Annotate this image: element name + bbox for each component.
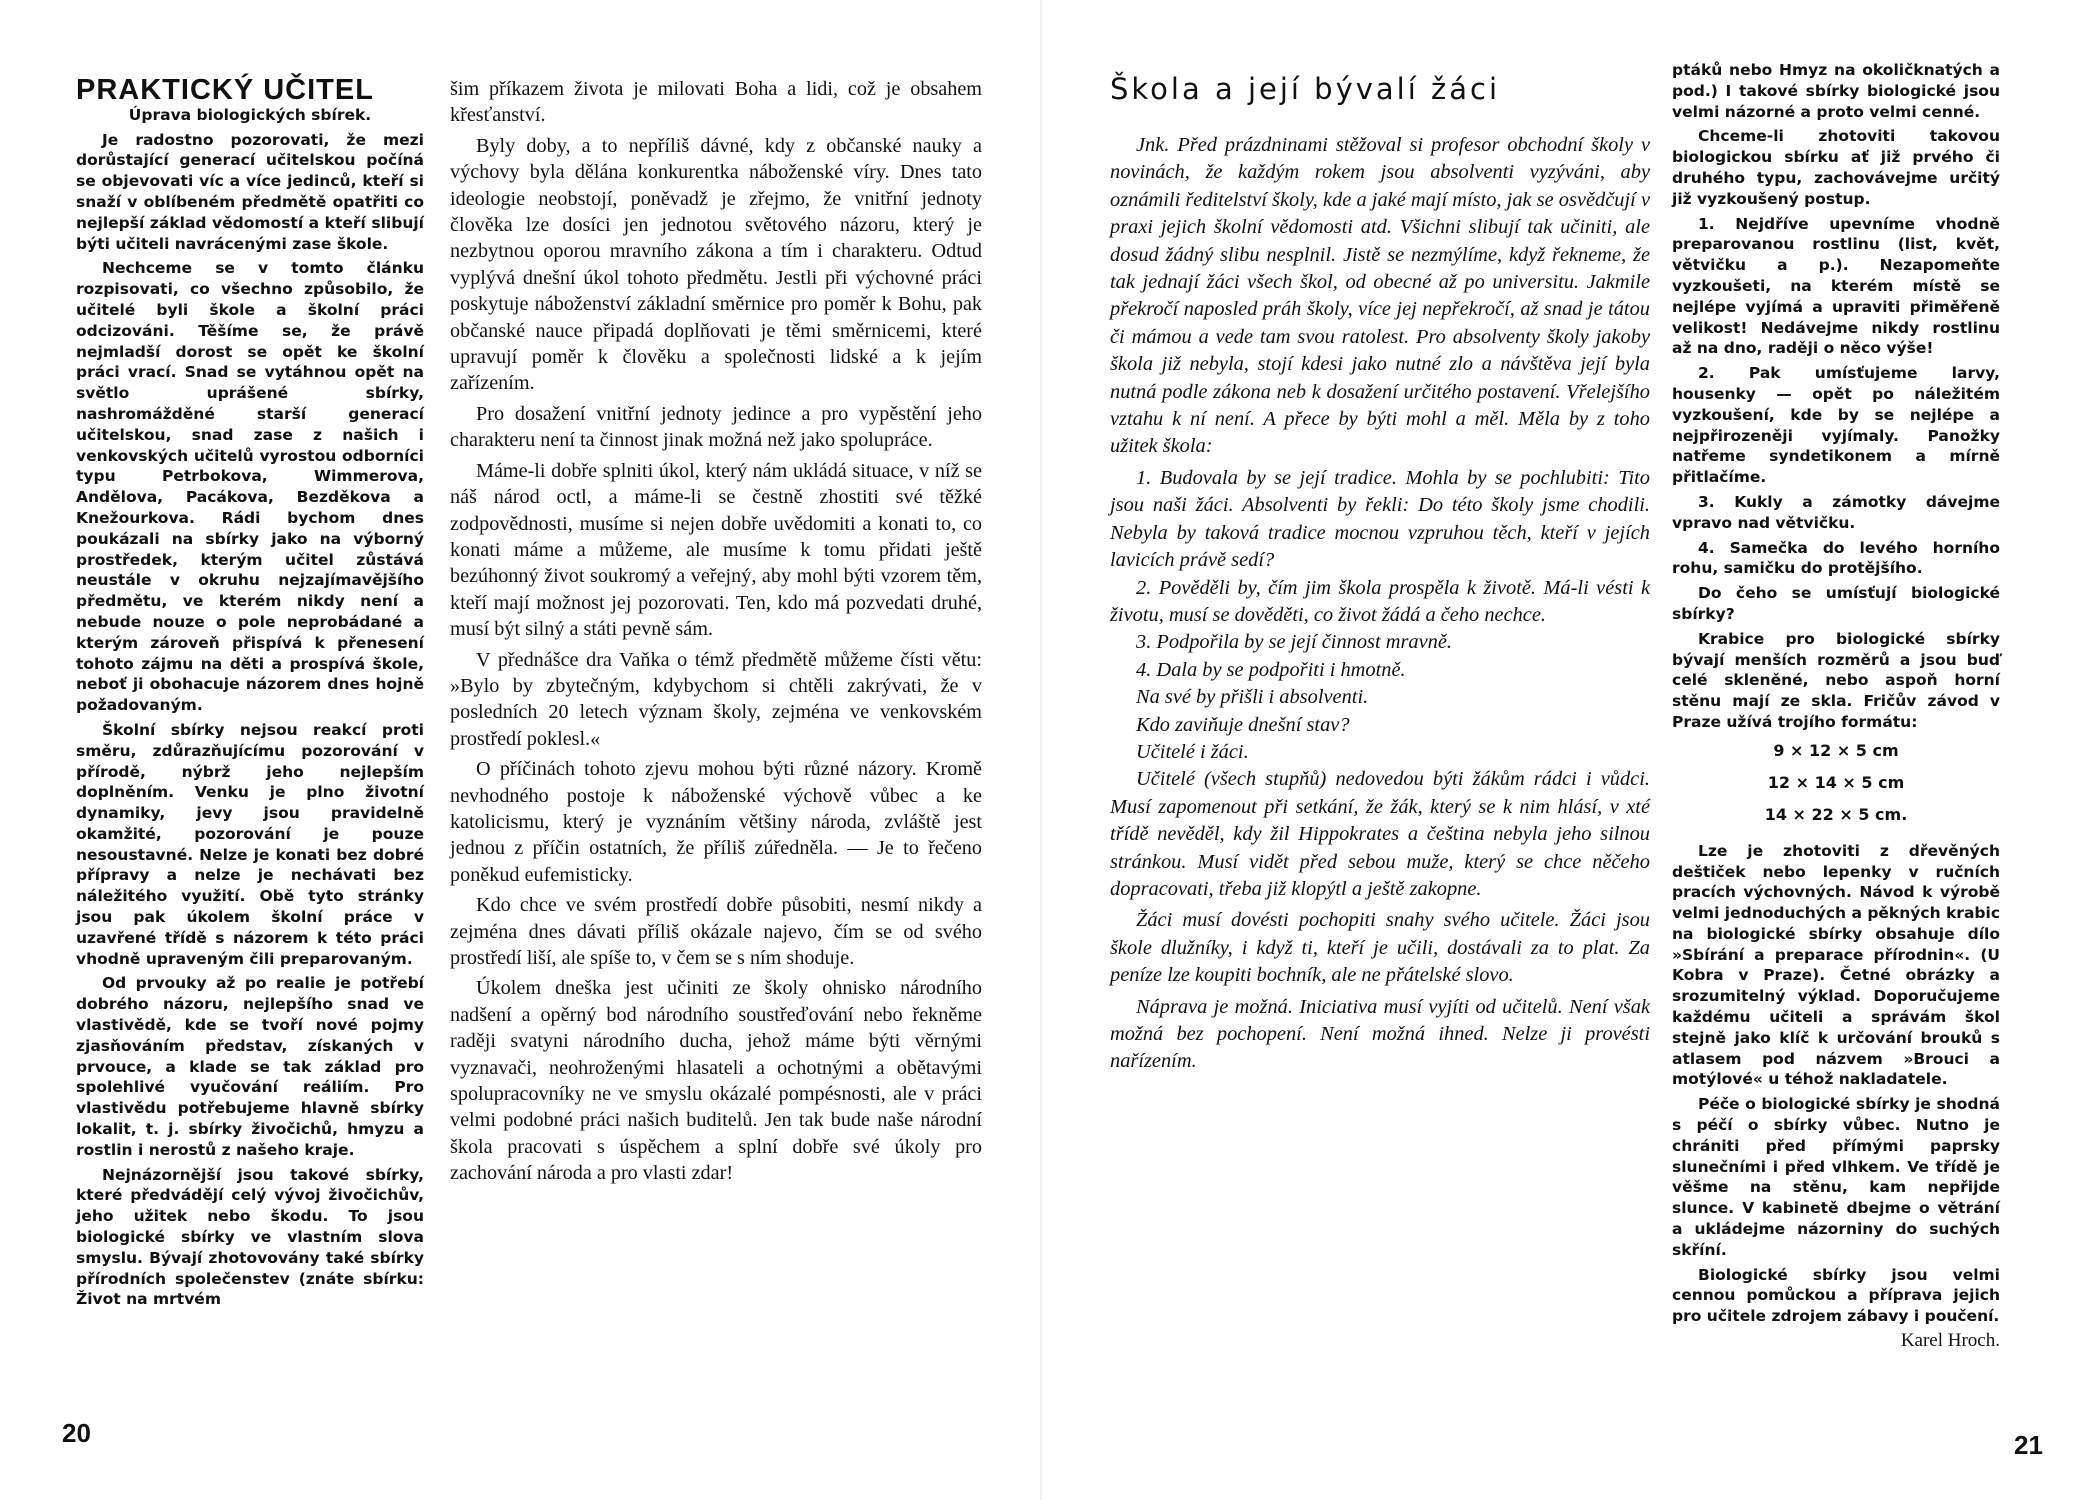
paragraph: Pro dosažení vnitřní jednoty jedince a pro vypěstění jeho charakteru není ta činnost jinak možná než jako spolupráce. bbox=[450, 402, 982, 452]
paragraph: Od prvouky až po realie je potřebí dobrého názoru, nejlepšího snad ve vlastivědě, kde se tvoří nové pojmy zjasňováním představ, získaných v prvouce, a klade se tak základ pro spolehlivé vyučování reáliím. Pro vlastivědu potřebujeme hlavně sbírky lokalit, t. j. sbírky živočichů, hmyzu a rostlin i nerostů z našeho kraje. bbox=[76, 974, 424, 1159]
box-dimension: 14 × 22 × 5 cm. bbox=[1764, 804, 1908, 824]
left-page bbox=[0, 0, 1040, 1500]
paragraph: Byly doby, a to nepříliš dávné, kdy z občanské nauky a výchovy byla dělána konkurentka náboženské víry. Dnes tato ideologie neobstojí, poněvadž je zřejmo, že vnitřní jednoty člověka lze dosíci jen jednotou světového názoru, který je nezbytnou oporou mravního zákona a tím i charakteru. Odtud vyplývá dnešní úkol tohoto předmětu. Jestli při výchovné práci poskytuje náboženství základní směrnice pro poměr k Bohu, pak občanské nauce připadá doplňovati je těmi směrnicemi, které upravují poměr k člověku a společnosti lidské a k jejím zařízením. bbox=[450, 134, 982, 395]
article-title: PRAKTICKÝ UČITEL bbox=[76, 74, 374, 106]
paragraph: šim příkazem života je milovati Boha a lidi, což je obsahem křesťanství. bbox=[450, 78, 982, 127]
list-item: 4. Dala by se podpořiti i hmotně. bbox=[1136, 658, 1406, 681]
article-praktický-učitel bbox=[76, 74, 424, 1314]
paragraph: Péče o biologické sbírky je shodná s péčí o sbírky vůbec. Nutno je chrániti před přímými paprsky slunečními i před vlhkem. Ve třídě je věšme na stěnu, kam nepřijde slunce. V kabinetě dbejme o větrání a ukládejme názorniny do suchých skříní. bbox=[1672, 1095, 2000, 1259]
paragraph: V přednášce dra Vaňka o témž předmětě můžeme čísti větu: »Bylo by zbytečným, kdybychom si chtěli zakrývati, že v posledních 20 letech význam školy, zejména ve venkovském prostředí poklesl.« bbox=[450, 648, 982, 750]
paragraph: Nejnázornější jsou takové sbírky, které předvádějí celý vývoj živočichův, jeho užitek nebo škodu. To jsou biologické sbírky ve vlastním slova smyslu. Bývají zhotovovány také sbírky přírodních společenstev (znáte sbírku: Život na mrtvém bbox=[76, 1165, 424, 1309]
paragraph: Nechceme se v tomto článku rozpisovati, co všechno způsobilo, že učitelé byli škole a školní práci odcizováni. Těšíme se, že právě nejmladší dorost se opět ke školní práci vrací. Snad se vytáhnou opět na světlo uprášené sbírky, nashromážděné starší generací učitelskou, snad zase z našich i venkovských učitelů vyrostou odborníci typu Petrbokova, Wimmerova, Andělova, Pacákova, Bezděkova a Knežourkova. Rádi bychom dnes poukázali na sbírky jako na výborný prostředek, kterým učitel zůstává neustále v okruhu nejzajímavějšího předmětu, ve kterém nikdy není a nebude nouze o pole neprobádané a kterým zároveň přispívá k přenesení tohoto zájmu na děti a prospívá škole, neboť ji obohacuje názorem dnes hojně požadovaným. bbox=[76, 259, 424, 715]
article-continuation bbox=[450, 76, 982, 1191]
paragraph: Krabice pro biologické sbírky bývají menších rozměrů a jsou buď celé skleněné, nebo aspoň horní stěnu mají ze skla. Fričův závod v Praze užívá trojího formátu: bbox=[1672, 629, 2000, 731]
page-number: 20 bbox=[62, 1418, 91, 1448]
paragraph: Jnk. Před prázdninami stěžoval si profesor obchodní školy v novinách, že každým rokem jsou absolventi vyzýváni, aby oznámili ředitelství školy, kde a jaké mají místo, jak se osvědčují v praxi jejich školní vědomosti atd. Všichni slibují tak učiniti, ale dosud žádný slibu nesplnil. Jistě se nezmýlíme, když řekneme, že tak jednají žáci všech škol, od obecné až po universitu. Jakmile překročí naposled práh školy, více jej nepřekročí, až snad je tátou či mámou a vede tam svou ratolest. Pro absolventy školy jakoby škola již nebyla, stojí kdesi jako nutné zlo a návštěva její byla nutná podle zákona neb k dosažení určitého postavení. Vřelejšího vztahu k ní není. A přece by býti mohl a měl. Měla by z toho užitek škola: bbox=[1110, 134, 1650, 458]
paragraph: ptáků nebo Hmyz na okoličknatých a pod.) I takové sbírky biologické jsou velmi názorné a proto velmi cenné. bbox=[1672, 61, 2000, 121]
paragraph: O příčinách tohoto zjevu mohou býti různé názory. Kromě nevhodného postoje k náboženské výchově vůbec a ke katolicismu, který je vyznáním většiny národa, zvláště jest jednou z příčin ostatních, že příliš zúředněla. — Je to řečeno poněkud eufemisticky. bbox=[450, 758, 982, 886]
paragraph: Do čeho se umísťují biologické sbírky? bbox=[1672, 584, 2000, 623]
paragraph: Školní sbírky nejsou reakcí proti směru, zdůrazňujícímu pozorování v přírodě, nýbrž jeho nejlepším doplněním. Venku je plno životní dynamiky, jevy jsou pravidelně okamžité, pozorování je pouze nesoustavné. Nelze je konati bez dobré přípravy a nelze je nechávati bez náležitého využití. Obě tyto stránky jsou pak úkolem školní práce v uzavřené třídě s názorem k této práci vhodně upraveným čili preparovaným. bbox=[76, 720, 424, 968]
article-sidebar-continuation bbox=[1672, 60, 2000, 1356]
list-item: 3. Podpořila by se její činnost mravně. bbox=[1136, 631, 1453, 654]
paragraph: Kdo chce ve svém prostředí dobře působiti, nesmí nikdy a zejména dnes dávati příliš okázale najevo, čím se od svého prostředí liší, ale spíše to, v čem se s ním shoduje. bbox=[450, 894, 982, 969]
page-number: 21 bbox=[2014, 1430, 2043, 1460]
list-item: Učitelé i žáci. bbox=[1136, 740, 1249, 763]
list-item: 2. Pověděli by, čím jim škola prospěla k životě. Má-li vésti k životu, musí se dověděti, co život žádá a čeho nechce. bbox=[1110, 576, 1650, 626]
box-dimension: 12 × 14 × 5 cm bbox=[1767, 772, 1905, 792]
list-item: Na své by přišli i absolventi. bbox=[1136, 686, 1369, 709]
paragraph: Je radostno pozorovati, že mezi dorůstající generací učitelskou počíná se objevovati víc a více jedinců, kteří si snaží v oblíbeném předmětě opatřiti co nejlepší základ vědomostí a kteří slibují býti učiteli navrácenými zase škole. bbox=[76, 130, 424, 253]
right-page bbox=[1042, 0, 2082, 1500]
paragraph: Chceme-li zhotoviti takovou biologickou sbírku ať již prvého či druhého typu, zachovávejme určitý již vyzkoušený postup. bbox=[1672, 127, 2000, 208]
paragraph: Úkolem dneška jest učiniti ze školy ohnisko národního nadšení a opěrný bod národního soustřeďování nebo řekněme raději svatyni národního ducha, jehož máme býti věrnými vyznavači, neohroženými hlasateli a ochotnými a obětavými spolupracovníky ne ve smyslu okázalé pompésnosti, ale v práci velmi podobné práci našich buditelů. Jen tak bude naše národní škola pracovati s úspěchem a splní dobře své úkoly pro zachování národa a pro vlasti zdar! bbox=[450, 977, 982, 1185]
box-dimension: 9 × 12 × 5 cm bbox=[1773, 740, 1899, 760]
paragraph: Biologické sbírky jsou velmi cennou pomůckou a příprava jejich pro učitele zdrojem zábavy i poučení. bbox=[1672, 1265, 2000, 1326]
list-item: 1. Budovala by se její tradice. Mohla by se pochlubiti: Tito jsou naši žáci. Absolventi by řekli: Do této školy jsme chodili. Nebyla by taková tradice mocnou vzpruhou těch, kteří v jejích lavicích právě sedí? bbox=[1110, 466, 1650, 572]
article-škola-a-její-bývalí-žáci bbox=[1110, 132, 1650, 1080]
paragraph: Máme-li dobře splniti úkol, který nám ukládá situace, v níž se náš národ octl, a máme-li se čestně zhostiti své těžké zodpovědnosti, musíme si nejen dobře uvědomiti a konati to, co konati máme a můžeme, ale musíme k tomu přidati ještě bezúhonný život soukromý a veřejný, aby mohl býti vzorem těm, kteří mají možnost jej pozorovati. Ten, kdo má pozvedati druhé, musí být silný a státi pevně sám. bbox=[450, 459, 982, 641]
paragraph: 2. Pak umísťujeme larvy, housenky — opět po náležitém vyzkoušení, kde by se nejlépe a nejpřirozeněji vyjímaly. Panožky natřeme syndetikonem a mírně přitlačíme. bbox=[1672, 364, 2000, 487]
paragraph: Lze je zhotoviti z dřevěných deštiček nebo lepenky v ručních pracích výchovných. Návod k výrobě velmi jednoduchých a pěkných krabic na biologické sbírky obsahuje dílo »Sbírání a preparace přírodnin«. (U Kobra v Praze). Četné obrázky a srozumitelný výklad. Doporučujeme každému učiteli a správám škol stejně jako klíč k určování brouků s atlasem pod názvem »Brouci a motýlové« u téhož nakladatele. bbox=[1672, 841, 2001, 1089]
article-title: Škola a její bývalí žáci bbox=[1110, 72, 1501, 106]
paragraph: 3. Kukly a zámotky dávejme vpravo nad větvičku. bbox=[1672, 492, 2000, 532]
article-subtitle: Úprava biologických sbírek. bbox=[128, 105, 372, 124]
paragraph: 4. Samečka do levého horního rohu, samičku do protějšího. bbox=[1672, 538, 2000, 578]
author-signature: Karel Hroch. bbox=[1900, 1330, 2000, 1352]
list-item: Kdo zaviňuje dnešní stav? bbox=[1136, 713, 1350, 736]
paragraph: Náprava je možná. Iniciativa musí vyjíti od učitelů. Není však možná bez pochopení. Není možná ihned. Nelze ji provésti nařízením. bbox=[1110, 995, 1650, 1073]
paragraph: Žáci musí dovésti pochopiti snahy svého učitele. Žáci jsou škole dlužníky, i když ti, kteří je učili, dostávali za to plat. Za peníze lze koupiti bochník, ale ne přátelské slovo. bbox=[1110, 909, 1650, 987]
paragraph: 1. Nejdříve upevníme vhodně preparovanou rostlinu (list, květ, větvičku a p.). Nezapomeňte vyzkoušeti, na kterém místě se nejlépe vyjímá a upraviti přiměřeně velikost! Nedávejme nikdy rostlinu až na dno, raději o něco výše! bbox=[1672, 214, 2000, 358]
paragraph: Učitelé (všech stupňů) nedovedou býti žákům rádci i vůdci. Musí zapomenout při setkání, že žák, který se k nim hlásí, v xté třídě nevěděl, kdy žil Hippokrates a čeština nebyla jeho silnou stránkou. Musí vidět před sebou muže, který se chce něčeho dopracovati, třeba již klopýtl a ještě zakopne. bbox=[1110, 768, 1650, 900]
